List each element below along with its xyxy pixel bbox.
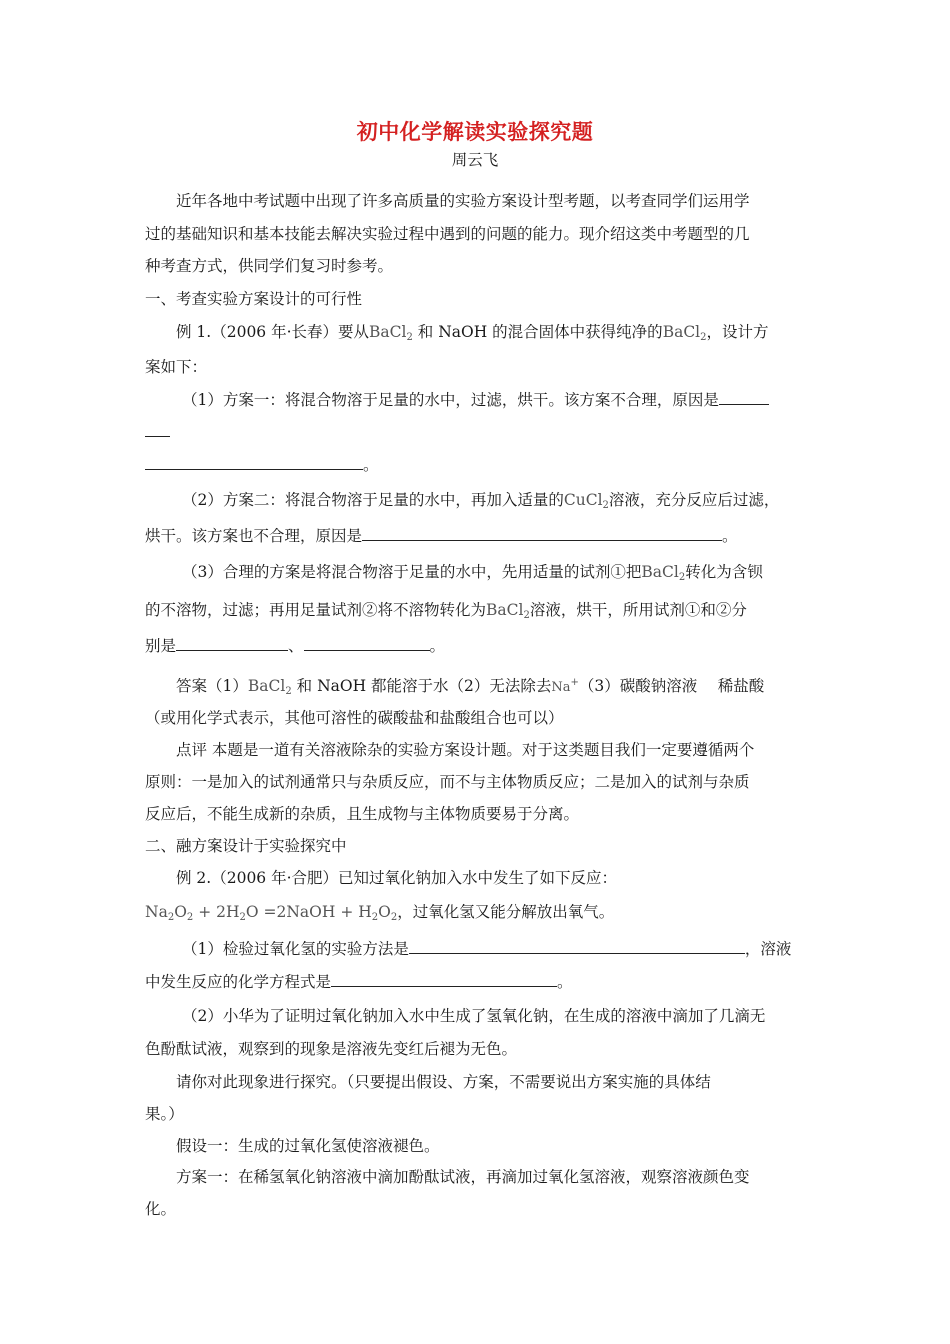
answer-blank [145,422,170,437]
text: 、 [288,637,304,655]
formula-bacl2: BaCl$_2$ [247,677,292,697]
formula-bacl2: BaCl$_2$ [369,323,413,343]
text: ，溶液 [744,940,792,958]
section-heading: 二、融方案设计于实验探究中 [145,837,347,855]
comment-line: 原则：一是加入的试剂通常只与杂质反应，而不与主体物质反应；二是加入的试剂与杂质 [145,773,750,791]
answer-blank [719,390,769,405]
equation-line [145,902,614,928]
text: ，过氧化氢又能分解放出氧气。 [397,903,615,921]
answer-line [176,673,764,702]
question-line [145,455,379,475]
paragraph-line: 请你对此现象进行探究。（只要提出假设、方案，不需要说出方案实施的具体结 [176,1073,711,1091]
question-line: 色酚酞试液，观察到的现象是溶液先变红后褪为无色。 [145,1040,518,1058]
intro-line: 近年各地中考试题中出现了许多高质量的实验方案设计型考题，以考查同学们运用学 [176,192,750,210]
question-line [145,636,445,656]
paragraph-line: 果。） [145,1105,184,1123]
text: 溶液，充分反应后过滤， [608,491,780,509]
text: 和 NaOH 都能溶于水（2）无法除去 [296,677,552,695]
intro-line: 种考查方式，供同学们复习时参考。 [145,257,394,275]
answer-blank [362,526,722,541]
formula-bacl2: BaCl$_2$ [641,563,686,583]
text: 溶液，烘干，所用试剂①和②分 [529,601,747,619]
comment-line: 反应后，不能生成新的杂质，且生成物与主体物质要易于分离。 [145,805,580,823]
example-line: 案如下： [145,358,208,376]
section-heading: 一、考查实验方案设计的可行性 [145,290,363,308]
text: 烘干。该方案也不合理，原因是 [145,527,363,545]
formula-na-ion: Na+ [551,677,579,695]
question-line [145,422,170,442]
answer-blank [145,455,363,470]
answer-blank [409,939,745,954]
question-line [182,390,769,410]
question-line [145,972,573,992]
formula-bacl2: BaCl$_2$ [486,601,530,621]
text: （1）方案一：将混合物溶于足量的水中，过滤，烘干。该方案不合理，原因是 [182,391,719,409]
intro-line: 过的基础知识和基本技能去解决实验过程中遇到的问题的能力。现介绍这类中考题型的几 [145,225,750,243]
text: 。 [722,527,738,545]
author-name: 周云飞 [451,151,499,169]
plan-line: 化。 [145,1200,177,1218]
question-line [145,600,747,626]
text: 中发生反应的化学方程式是 [145,973,332,991]
text: 。 [557,973,573,991]
formula-cucl2: CuCl$_2$ [563,491,609,511]
chemical-equation: $Na_2O_2 + 2H_2O$ =2NaOH + $H_2O_2$ [145,903,398,923]
text: （1）检验过氧化氢的实验方法是 [182,940,409,958]
text: 答案（1） [176,677,248,695]
example-line [176,322,769,348]
hypothesis-line: 假设一：生成的过氧化氢使溶液褪色。 [176,1137,440,1155]
document-title: 初中化学解读实验探究题 [356,119,594,144]
text: 别是 [145,637,177,655]
comment-line: 点评 本题是一道有关溶液除杂的实验方案设计题。对于这类题目我们一定要遵循两个 [176,741,755,759]
answer-blank [304,636,430,651]
text: 例 1.（2006 年·长春）要从 [176,323,370,341]
text: 转化为含钡 [685,563,763,581]
text: ，设计方 [706,323,769,341]
question-line [182,939,791,959]
text: 。 [363,456,379,474]
text: 的不溶物，过滤；再用足量试剂②将不溶物转化为 [145,601,487,619]
answer-blank [176,636,288,651]
text: （3）碳酸钠溶液 稀盐酸 [578,677,765,695]
text: （3）合理的方案是将混合物溶于足量的水中，先用适量的试剂①把 [182,563,642,581]
question-line [145,526,738,546]
question-line [182,490,779,516]
question-line: （2）小华为了证明过氧化钠加入水中生成了氢氧化钠，在生成的溶液中滴加了几滴无 [182,1007,766,1025]
text: 和 NaOH 的混合固体中获得纯净的 [417,323,663,341]
question-line [182,562,763,588]
text: （2）方案二：将混合物溶于足量的水中，再加入适量的 [182,491,564,509]
text: 。 [429,637,446,655]
plan-line: 方案一：在稀氢氧化钠溶液中滴加酚酞试液，再滴加过氧化氢溶液，观察溶液颜色变 [176,1168,750,1186]
example-line: 例 2.（2006 年·合肥）已知过氧化钠加入水中发生了如下反应： [176,869,618,887]
answer-line: （或用化学式表示，其他可溶性的碳酸盐和盐酸组合也可以） [145,709,564,727]
answer-blank [331,972,557,987]
formula-bacl2: BaCl$_2$ [662,323,707,343]
